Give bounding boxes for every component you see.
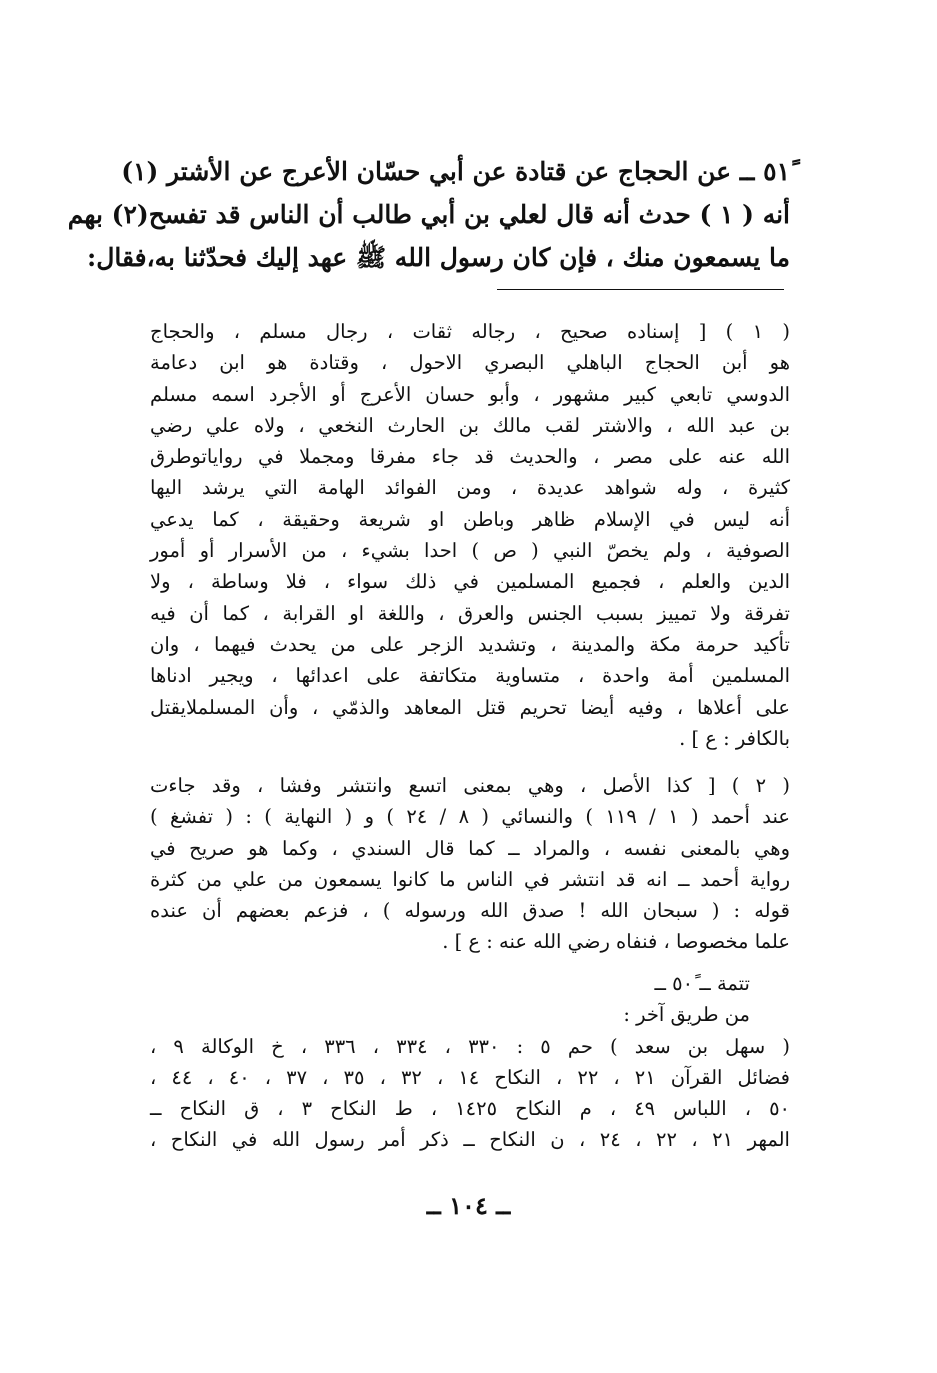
footnote-line: بالكافر : ع ] .: [679, 726, 790, 750]
footnote-line: وهي بالمعنى نفسه ، والمراد ــ كما قال السندي ، وكما هو صريح في: [150, 836, 790, 860]
footnote-line: تفرقة ولا تمييز بسبب الجنس والعرق ، واللغة او القرابة ، كما أن فيه: [150, 601, 790, 625]
reference-line: فضائل القرآن ٢١ ، ٢٢ ، النكاح ١٤ ، ٣٢ ، ٣٥ ، ٣٧ ، ٤٠ ، ٤٤ ،: [150, 1065, 790, 1089]
footnote-line: رواية أحمد ــ انه قد انتشر في الناس ما كانوا يسمعون من علي من كثرة: [150, 867, 790, 891]
text-line: ما يسمعون منك ، فإن كان رسول الله ﷺ عهد إليك فحدّثنا به،فقال:: [86, 243, 790, 272]
reference-line: ٥٠ ، اللباس ٤٩ ، م النكاح ١٤٢٥ ، ط النكاح ٣ ، ق النكاح ــ: [150, 1097, 791, 1121]
footnote-line: أنه ليس في الإسلام ظاهر وباطن او شريعة وحقيقة ، كما يدعي: [150, 507, 790, 531]
footnote-line: الدوسي تابعي كبير مشهور ، وأبو حسان الأعرج أو الأجرد اسمه مسلم: [150, 382, 790, 406]
text-line: أنه ( ١ ) حدث أنه قال لعلي بن أبي طالب أن الناس قد تفسح(٢) بهم: [67, 200, 790, 229]
footnote-separator: [497, 289, 784, 290]
footnote-line: قوله : ( سبحان الله ! صدق الله ورسوله ) ، فزعم بعضهم أن عنده: [150, 899, 790, 923]
footnote-line: ( ٢ ) [ كذا الأصل ، وهي بمعنى اتسع وانتشر وفشا ، وقد جاءت: [150, 774, 791, 797]
footnote-line: المسلمين أمة واحدة ، متساوية متكاتفة على اعدائها ، ويجير ادناها: [150, 664, 790, 688]
tatimma-section: [150, 968, 790, 1156]
footnote-line: كثيرة ، وله شواهد عديدة ، ومن الفوائد الهامة التي يرشد اليها: [150, 476, 790, 500]
footnote-line: الله عنه على مصر ، والحديث قد جاء مفرقا ومجملا في رواياتوطرق: [150, 445, 790, 469]
footnote-line: تأكيد حرمة مكة والمدينة ، وتشديد الزجر على من يحدث فيهما ، وان: [150, 632, 790, 656]
footnote-line: بن عبد الله ، والاشتر لقب مالك بن الحارث النخعي ، ولاه علي رضي: [150, 413, 790, 437]
reference-line: المهر ٢١ ، ٢٢ ، ٢٤ ، ن النكاح ــ ذكر أمر رسول الله في النكاح ،: [150, 1128, 790, 1152]
footnote-line: هو أبن الحجاج الباهلي البصري الاحول ، وقتادة هو ابن دعامة: [150, 351, 790, 375]
footnote-1: [150, 316, 790, 754]
footnote-line: على أعلاها ، وفيه أيضا تحريم قتل المعاهد والذمّي ، وأن المسلملايقتل: [150, 695, 790, 719]
footnote-line: عند أحمد ( ١ / ١١٩ ) والنسائي ( ٨ / ٢٤ ) و ( النهاية ) : ( تفشغ ): [150, 805, 791, 829]
footnote-line: ( ١ ) [ إسناده صحيح ، رجاله ثقات ، رجال مسلم ، والحجاج: [150, 320, 791, 343]
tatimma-subheading: من طريق آخر :: [623, 1003, 750, 1027]
tatimma-heading: تتمة ــ ٥٠ً ــ: [654, 972, 750, 995]
reference-line: ( سهل بن سعد ) حم ٥ : ٣٣٠ ، ٣٣٤ ، ٣٣٦ ، خ الوكالة ٩ ،: [150, 1034, 790, 1058]
page-number: ــ ١٠٤ ــ: [426, 1191, 511, 1220]
text-line: ٥١ً ــ عن الحجاج عن قتادة عن أبي حسّان الأعرج عن الأشتر (١): [121, 157, 790, 186]
hadith-text: [67, 150, 790, 279]
footnote-line: الصوفية ، ولم يخصّ النبي ( ص ) احدا بشيء ، من الأسرار أو أمور: [150, 539, 790, 563]
footnote-2: [150, 770, 790, 958]
footnote-line: علما مخصوصا ، فنفاه رضي الله عنه : ع ] .: [442, 930, 790, 954]
footnote-line: الدين والعلم ، فجميع المسلمين في ذلك سواء ، فلا وساطة ، ولا: [150, 570, 790, 594]
